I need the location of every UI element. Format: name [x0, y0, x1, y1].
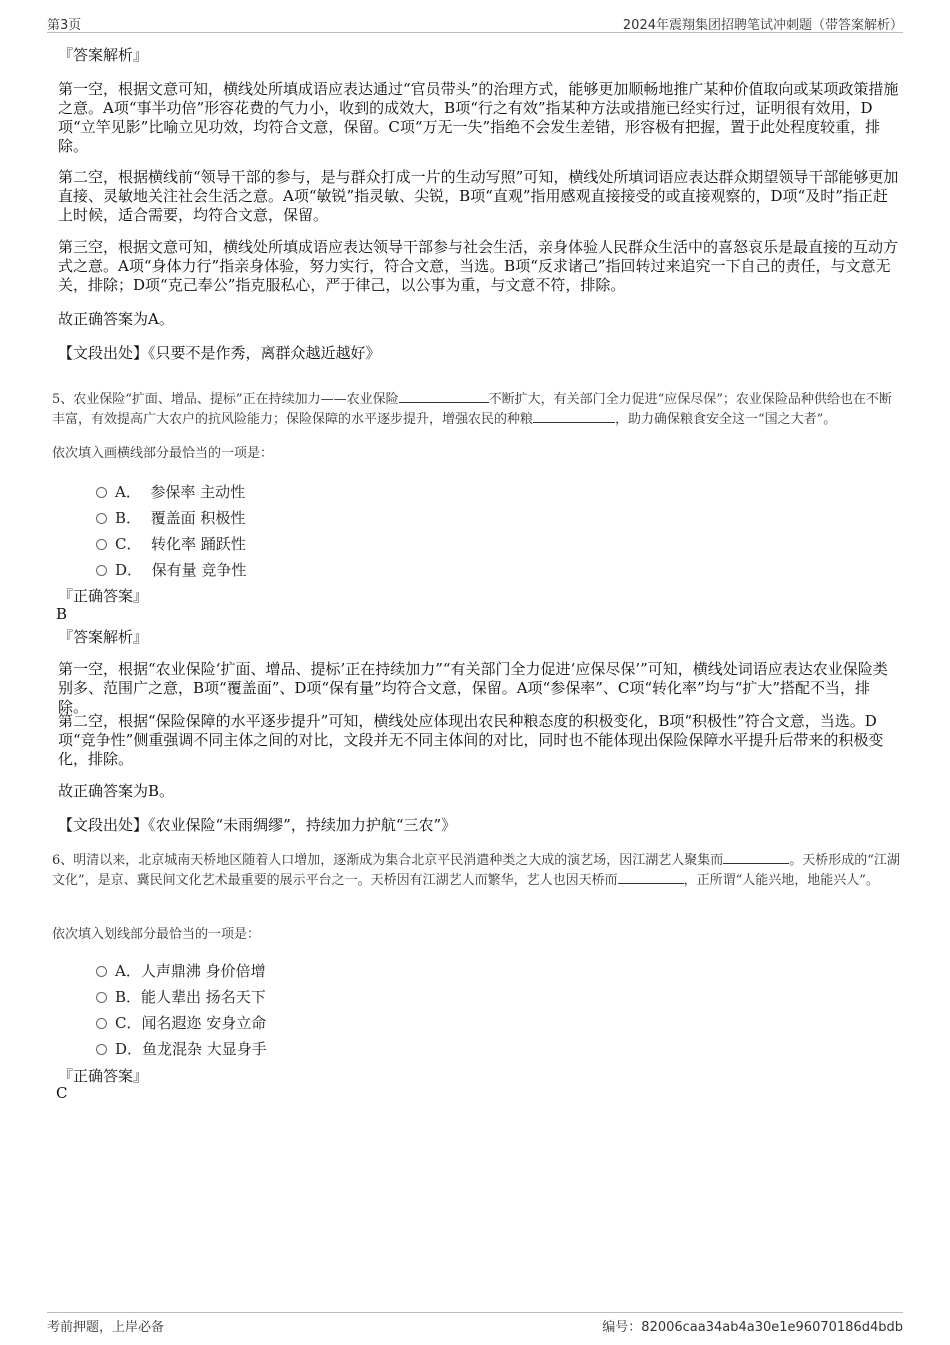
q5-option-d[interactable]: D． 保有量 竞争性 — [96, 559, 246, 580]
q4-conclusion: 故正确答案为A。 — [58, 310, 174, 328]
q5-option-c[interactable]: C． 转化率 踊跃性 — [96, 533, 246, 554]
q6-instruction: 依次填入划线部分最恰当的一项是： — [52, 927, 261, 942]
q6-option-c[interactable]: C．闻名遐迩 安身立命 — [96, 1012, 266, 1033]
q5-correct-heading: 『正确答案』 — [58, 587, 149, 605]
q6-stem-part1: 6、明清以来，北京城南天桥地区随着人口增加，逐渐成为集合北京平民消遣种类之大成的演艺场，因江湖艺人聚集而 — [52, 853, 724, 868]
footer-code: 编号：82006caa34ab4a30e1e96070186d4bdb — [602, 1320, 903, 1335]
q5-blank-2 — [533, 410, 615, 423]
q6-option-b[interactable]: B．能人辈出 扬名天下 — [96, 986, 266, 1007]
q5-option-a[interactable]: A． 参保率 主动性 — [96, 481, 245, 502]
q5-instruction: 依次填入画横线部分最恰当的一项是： — [52, 446, 274, 461]
page-number: 第3页 — [47, 18, 82, 33]
q6-option-a[interactable]: A．人声鼎沸 身价倍增 — [96, 960, 266, 981]
radio-icon[interactable] — [96, 1044, 107, 1055]
radio-icon[interactable] — [96, 565, 107, 576]
q6-correct-heading: 『正确答案』 — [58, 1067, 149, 1085]
q5-stem-part1: 5、农业保险“扩面、增品、提标”正在持续加力——农业保险 — [52, 392, 399, 407]
q6-blank-2 — [618, 871, 684, 884]
q5-analysis-heading: 『答案解析』 — [58, 628, 149, 646]
q5-blank-1 — [399, 390, 489, 403]
q5-analysis-para2: 第二空，根据“保险保障的水平逐步提升”可知，横线处应体现出农民种粮态度的积极变化，B项“积极性”符合文意，当选。D项“竞争性”侧重强调不同主体之间的对比，文段并无不同主体间的对比，同时也不能体现出保险保障水平提升后带来的积极变化，排除。 — [58, 712, 884, 768]
q6-option-d[interactable]: D．鱼龙混杂 大显身手 — [96, 1038, 267, 1059]
footer-slogan: 考前押题，上岸必备 — [47, 1320, 165, 1335]
q5-correct-answer: B — [56, 605, 68, 623]
q5-source: 【文段出处】《农业保险“未雨绸缪”，持续加力护航“三农”》 — [58, 816, 457, 834]
q4-source: 【文段出处】《只要不是作秀，离群众越近越好》 — [58, 344, 381, 362]
radio-icon[interactable] — [96, 539, 107, 550]
q5-conclusion: 故正确答案为B。 — [58, 782, 175, 800]
q4-analysis-para3: 第三空，根据文意可知，横线处所填成语应表达领导干部参与社会生活，亲身体验人民群众生活中的喜怒哀乐是最直接的互动方式之意。A项“身体力行”指亲身体验，努力实行，符合文意，当选。B项“反求诸己”指回转过来追究一下自己的责任，与文意无关，排除；D项“克己奉公”指克服私心，严于律己，以公事为重，与文意不符，排除。 — [58, 238, 899, 294]
radio-icon[interactable] — [96, 966, 107, 977]
q4-analysis-para2: 第二空，根据横线前“领导干部的参与，是与群众打成一片的生动写照”可知，横线处所填词语应表达群众期望领导干部能够更加直接、灵敏地关注社会生活之意。A项“敏锐”指灵敏、尖锐，B项“直观”指用感观直接接受的或直接观察的，D项“及时”指正赶上时候，适合需要，均符合文意，保留。 — [58, 168, 899, 224]
document-title: 2024年震翔集团招聘笔试冲刺题（带答案解析） — [622, 18, 903, 33]
q5-analysis-para1: 第一空，根据“农业保险‘扩面、增品、提标’正在持续加力”“有关部门全力促进‘应保尽保’”可知，横线处词语应表达农业保险类别多、范围广之意，B项“覆盖面”、D项“保有量”均符合文意，保留。A项“参保率”、C项“转化率”均与“扩大”搭配不当，排除。 — [58, 660, 888, 716]
q5-stem-part2: 不断扩大，有关部门全力促进“应保尽保”；农业保险品种供给也在不断丰富，有效提高广大农户的抗风险能力；保险保障的水平逐步提升，增强农民的种粮 — [52, 392, 892, 427]
q4-analysis-para1: 第一空，根据文意可知，横线处所填成语应表达通过“官员带头”的治理方式，能够更加顺畅地推广某种价值取向或某项政策措施之意。A项“事半功倍”形容花费的气力小，收到的成效大，B项“行之有效”指某种方法或措施已经实行过，证明很有效用，D项“立竿见影”比喻立见功效，均符合文意，保留。C项“万无一失”指绝不会发生差错，形容极有把握，置于此处程度较重，排除。 — [58, 80, 899, 155]
q6-blank-1 — [723, 851, 789, 864]
q5-option-b[interactable]: B． 覆盖面 积极性 — [96, 507, 245, 528]
q6-stem-part3: ，正所谓“人能兴地，地能兴人”。 — [683, 873, 879, 888]
q6-correct-answer: C — [56, 1084, 68, 1102]
radio-icon[interactable] — [96, 1018, 107, 1029]
q5-stem — [52, 390, 900, 430]
q4-analysis-heading: 『答案解析』 — [58, 46, 149, 64]
q5-stem-part3: ，助力确保粮食安全这一“国之大者”。 — [615, 412, 837, 427]
page-header — [47, 10, 903, 33]
q6-stem-part2: 。天桥形成的“江湖文化”，是京、冀民间文化艺术最重要的展示平台之一。天桥因有江湖艺人而繁华，艺人也因天桥而 — [52, 853, 900, 888]
radio-icon[interactable] — [96, 513, 107, 524]
q6-stem — [52, 851, 900, 891]
page-footer — [47, 1312, 903, 1339]
radio-icon[interactable] — [96, 992, 107, 1003]
radio-icon[interactable] — [96, 487, 107, 498]
